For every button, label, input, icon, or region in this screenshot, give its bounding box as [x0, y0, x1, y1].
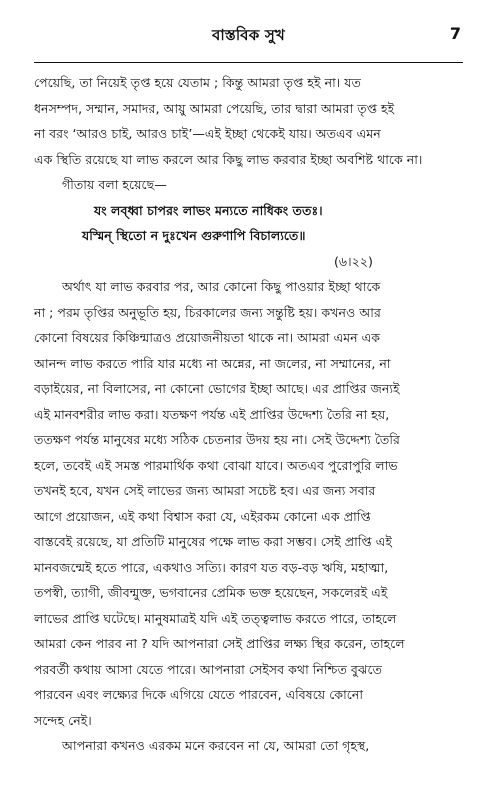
- text-line: আপনারা কখনও এরকম মনে করবেন না যে, আমরা তো গৃহস্থ,: [62, 738, 370, 753]
- chapter-title: বাস্তবিক সুখ: [211, 26, 285, 44]
- text-line: পারবেন এবং লক্ষ্যের দিকে এগিয়ে যেতে পারবেন, এবিষয়ে কোনো: [34, 687, 363, 702]
- text-line: আনন্দ লাভ করতে পারি যার মধ্যে না অন্নের, না জলের, না সম্মানের, না: [34, 355, 391, 371]
- text-line: ধনসম্পদ, সম্মান, সমাদর, আয়ু আমরা পেয়েছি, তার দ্বারা আমরা তৃপ্ত হই: [34, 100, 395, 116]
- text-line: লাভের প্রাপ্তি ঘটেছে। মানুষমাত্রই যদি এই তত্ত্বলাভ করতে পারে, তাহলে: [34, 610, 397, 626]
- text-line: তখনই হবে, যখন সেই লাভের জন্য আমরা সচেষ্ট হব। এর জন্য সবার: [34, 483, 376, 498]
- text-line: বাস্তবেই রয়েছে, যা প্রতিটি মানুষের পক্ষে লাভ করা সম্ভব। সেই প্রাপ্তি এই: [34, 534, 392, 549]
- text-line: কোনো বিষয়ের কিঞ্চিন্মাত্রও প্রয়োজনীয়তা থাকে না। আমরা এমন এক: [34, 330, 381, 345]
- text-line: তপস্বী, ত্যাগী, জীবন্মুক্ত, ভগবানের প্রেমিক ভক্ত হয়েছেন, সকলেরই এই: [34, 585, 388, 600]
- text-line: এই মানবশরীর লাভ করা। যতক্ষণ পর্যন্ত এই প্রাপ্তির উদ্দেশ্য তৈরি না হয়,: [34, 406, 390, 422]
- text-line: হলে, তবেই এই সমস্ত পারমার্থিক কথা বোঝা যাবে। অতএব পুরোপুরি লাভ: [34, 457, 398, 473]
- header-rule: [34, 62, 463, 63]
- text-line: সন্দেহ নেই।: [34, 712, 92, 728]
- text-line: পরবর্তী কথায় আসা যেতে পারে। আপনারা সেইসব কথা নিশ্চিত বুঝতে: [34, 661, 382, 677]
- gita-intro: গীতায় বলা হয়েছে—: [62, 177, 167, 192]
- text-line: না ; পরম তৃপ্তির অনুভূতি হয়, চিরকালের জন্য সন্তুষ্টি হয়। কখনও আর: [34, 304, 381, 320]
- verse-line-2: যস্মিন্ স্থিতো ন দুঃখেন গুরুণাপি বিচাল্যতে॥: [82, 228, 306, 243]
- page-number: 7: [449, 24, 461, 43]
- text-line: আগে প্রয়োজন, এই কথা বিশ্বাস করা যে, এইরকম কোনো এক প্রাপ্তি: [34, 508, 371, 524]
- text-line: না বরং ‘আরও চাই, আরও চাই’—এই ইচ্ছা থেকেই যায়। অতএব এমন: [34, 126, 381, 141]
- running-header: [36, 22, 461, 52]
- text-line: এক স্থিতি রয়েছে যা লাভ করলে আর কিছু লাভ করবার ইচ্ছা অবশিষ্ট থাকে না।: [34, 151, 423, 167]
- text-line: অর্থাৎ যা লাভ করবার পর, আর কোনো কিছু পাওয়ার ইচ্ছা থাকে: [62, 279, 381, 294]
- verse-line-1: যং লব্ধ্বা চাপরং লাভং মন্যতে নাধিকং ততঃ।: [94, 202, 323, 218]
- text-line: পেয়েছি, তা নিয়েই তৃপ্ত হয়ে যেতাম ; কিন্তু আমরা তৃপ্ত হই না। যত: [34, 75, 361, 90]
- body-text: [34, 70, 463, 759]
- text-line: ততক্ষণ পর্যন্ত মানুষের মধ্যে সঠিক চেতনার উদয় হয় না। সেই উদ্দেশ্য তৈরি: [34, 432, 400, 447]
- verse-reference: (৬।২২): [334, 253, 373, 269]
- text-line: বড়াইয়ের, না বিলাসের, না কোনো ভোগের ইচ্ছা আছে। এর প্রাপ্তির জন্যই: [34, 381, 400, 396]
- text-line: আমরা কেন পারব না ? যদি আপনারা সেই প্রাপ্তির লক্ষ্য স্থির করেন, তাহলে: [34, 636, 405, 651]
- text-line: মানবজন্মেই হতে পারে, একথাও সত্যি। কারণ যত বড়-বড় ঋষি, মহাত্মা,: [34, 559, 389, 575]
